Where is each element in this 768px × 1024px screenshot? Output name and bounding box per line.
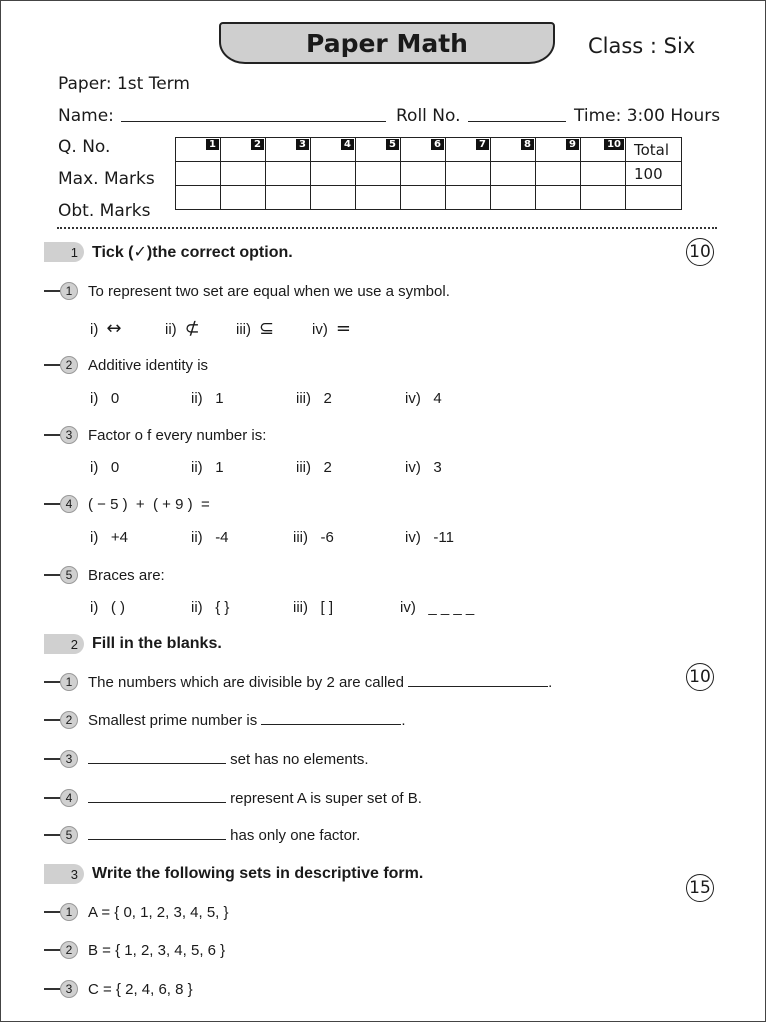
qno-row-label: Q. No.: [58, 137, 111, 157]
option-label: iii): [296, 390, 311, 407]
question: [44, 710, 406, 730]
option[interactable]: [296, 390, 332, 407]
option[interactable]: [293, 529, 334, 546]
marks-cell: [176, 138, 221, 162]
section-title: Write the following sets in descriptive form.: [92, 865, 424, 882]
option[interactable]: [90, 390, 119, 407]
option[interactable]: [296, 459, 332, 476]
option-value: _ _ _ _: [428, 599, 475, 616]
question-number-badge: 7: [476, 139, 489, 150]
paper-term: Paper: 1st Term: [58, 74, 190, 94]
question-text-after: .: [548, 673, 553, 691]
question: [44, 425, 266, 445]
question-number: 1: [60, 903, 78, 921]
section-number: 2: [44, 634, 84, 654]
question-number: 2: [60, 711, 78, 729]
option[interactable]: [405, 390, 442, 407]
marks-row-qno: [176, 138, 682, 162]
option-value: ⊄: [184, 318, 200, 339]
question-text: Braces are:: [88, 566, 165, 584]
option-value: 1: [215, 390, 224, 407]
option-label: iii): [293, 529, 308, 546]
section-title: Fill in the blanks.: [92, 635, 222, 652]
option-label: ii): [165, 321, 177, 338]
question-text: ( − 5 ) + ( + 9 ) =: [88, 495, 210, 513]
marks-cell: [491, 138, 536, 162]
question-number: 5: [60, 826, 78, 844]
option-value: 4: [433, 390, 442, 407]
marks-cell[interactable]: [401, 186, 446, 210]
marks-cell[interactable]: [176, 186, 221, 210]
question-number: 1: [60, 282, 78, 300]
option-value: 0: [110, 390, 120, 407]
question-dash: [44, 911, 60, 913]
question-number: 4: [60, 789, 78, 807]
question: [44, 672, 552, 692]
option-value: 3: [433, 459, 442, 476]
option-label: i): [90, 459, 99, 476]
option[interactable]: [191, 459, 224, 476]
option[interactable]: [191, 390, 224, 407]
option-label: iii): [293, 599, 308, 616]
question-text: A = { 0, 1, 2, 3, 4, 5, }: [88, 903, 229, 921]
answer-blank[interactable]: [261, 712, 401, 725]
option-label: i): [90, 390, 99, 407]
marks-cell[interactable]: [311, 186, 356, 210]
section-marks: 15: [686, 874, 714, 902]
question-dash: [44, 988, 60, 990]
question-text: C = { 2, 4, 6, 8 }: [88, 980, 193, 998]
question-dash: [44, 758, 60, 760]
question-number-badge: 2: [251, 139, 264, 150]
option-value: { }: [215, 599, 230, 616]
question-number-badge: 6: [431, 139, 444, 150]
question-text-before: Smallest prime number is: [88, 711, 258, 729]
marks-cell: [581, 138, 626, 162]
question-number: 2: [60, 941, 78, 959]
question-text-after: represent A is super set of B.: [230, 789, 422, 807]
total-max-cell: 100: [626, 162, 682, 186]
section-divider: [57, 227, 717, 229]
marks-cell: [356, 162, 401, 186]
marks-cell: [311, 138, 356, 162]
option[interactable]: [236, 318, 274, 339]
paper-title: [219, 22, 555, 64]
question-text-after: set has no elements.: [230, 750, 369, 768]
marks-cell[interactable]: [446, 186, 491, 210]
option-value: 1: [215, 459, 224, 476]
option-label: iv): [405, 529, 421, 546]
question-number-badge: 10: [604, 139, 624, 150]
answer-blank[interactable]: [88, 790, 226, 803]
section-heading: [44, 242, 293, 262]
marks-cell[interactable]: [221, 186, 266, 210]
name-label: Name:: [58, 106, 114, 126]
question-text: B = { 1, 2, 3, 4, 5, 6 }: [88, 941, 226, 959]
marks-cell: [356, 138, 401, 162]
question-text: Additive identity is: [88, 356, 209, 374]
option-label: ii): [191, 599, 203, 616]
marks-cell: [221, 138, 266, 162]
time-label: Time: 3:00 Hours: [574, 106, 721, 126]
option-label: iv): [405, 390, 421, 407]
option-value: [ ]: [320, 599, 334, 616]
answer-blank[interactable]: [88, 751, 226, 764]
option-label: iv): [405, 459, 421, 476]
option[interactable]: [165, 318, 200, 339]
question-text: Factor o f every number is:: [88, 426, 267, 444]
question: [44, 749, 369, 769]
option-label: i): [90, 529, 99, 546]
marks-cell: [446, 162, 491, 186]
marks-cell: [491, 162, 536, 186]
question: [44, 355, 208, 375]
question-dash: [44, 290, 60, 292]
question-number: 1: [60, 673, 78, 691]
marks-cell: [536, 162, 581, 186]
option-label: ii): [191, 529, 203, 546]
question: [44, 940, 225, 960]
answer-blank[interactable]: [88, 827, 226, 840]
question: [44, 825, 360, 845]
question-dash: [44, 681, 60, 683]
question-text-after: .: [401, 711, 406, 729]
question-number-badge: 9: [566, 139, 579, 150]
question-number-badge: 8: [521, 139, 534, 150]
question-dash: [44, 574, 60, 576]
question: [44, 281, 450, 301]
question-text: [88, 674, 552, 691]
option-label: iv): [400, 599, 416, 616]
marks-cell: [581, 162, 626, 186]
answer-blank[interactable]: [408, 674, 548, 687]
marks-cell: [221, 162, 266, 186]
option-label: i): [90, 599, 99, 616]
marks-cell: [401, 138, 446, 162]
section-marks: 10: [686, 238, 714, 266]
option-label: ii): [191, 390, 203, 407]
question-number-badge: 4: [341, 139, 354, 150]
option-label: i): [90, 321, 99, 338]
section-number: 1: [44, 242, 84, 262]
question-dash: [44, 834, 60, 836]
option[interactable]: [90, 459, 119, 476]
question-text: [88, 790, 422, 807]
section-marks: 10: [686, 663, 714, 691]
question: [44, 494, 210, 514]
option-value: 2: [323, 390, 332, 407]
question-number: 2: [60, 356, 78, 374]
option[interactable]: [191, 529, 229, 546]
option[interactable]: [90, 599, 125, 616]
question-dash: [44, 503, 60, 505]
roll-label: Roll No.: [396, 106, 461, 126]
option[interactable]: [400, 599, 474, 616]
marks-cell: [176, 162, 221, 186]
question-number-badge: 5: [386, 139, 399, 150]
question-number: 3: [60, 750, 78, 768]
question: [44, 788, 422, 808]
option-label: iii): [236, 321, 251, 338]
question-dash: [44, 364, 60, 366]
question-number: 3: [60, 980, 78, 998]
roll-field[interactable]: [468, 121, 566, 122]
option-value: 2: [323, 459, 332, 476]
question-number: 3: [60, 426, 78, 444]
name-field[interactable]: [121, 121, 386, 122]
option-value: =: [335, 318, 351, 339]
section-heading: [44, 634, 222, 654]
option-value: -6: [320, 529, 334, 546]
marks-cell[interactable]: [356, 186, 401, 210]
option-value: 0: [110, 459, 120, 476]
marks-cell: [311, 162, 356, 186]
option-value: +4: [110, 529, 128, 546]
question-dash: [44, 434, 60, 436]
option[interactable]: [405, 459, 442, 476]
section-number: 3: [44, 864, 84, 884]
question-text-before: The numbers which are divisible by 2 are called: [88, 673, 404, 691]
question-dash: [44, 719, 60, 721]
option[interactable]: [293, 599, 333, 616]
marks-cell[interactable]: [491, 186, 536, 210]
marks-cell: [536, 138, 581, 162]
question-text-after: has only one factor.: [230, 826, 361, 844]
option[interactable]: [191, 599, 229, 616]
marks-cell: [446, 138, 491, 162]
obt-marks-row-label: Obt. Marks: [58, 201, 151, 221]
total-header-cell: Total: [626, 138, 682, 162]
question-text: [88, 751, 369, 768]
option-label: iv): [312, 321, 328, 338]
max-marks-row-label: Max. Marks: [58, 169, 155, 189]
option[interactable]: [405, 529, 454, 546]
marks-row-max: [176, 162, 682, 186]
option-value: ( ): [110, 599, 126, 616]
section-title: Tick (✓)the correct option.: [92, 244, 293, 261]
marks-cell[interactable]: [581, 186, 626, 210]
option-value: ⊆: [259, 318, 275, 339]
total-obtained-cell[interactable]: [626, 186, 682, 210]
question-number-badge: 1: [206, 139, 219, 150]
question-number: 5: [60, 566, 78, 584]
marks-cell: [266, 162, 311, 186]
question: [44, 902, 229, 922]
marks-cell[interactable]: [266, 186, 311, 210]
option[interactable]: [90, 318, 121, 339]
question-dash: [44, 797, 60, 799]
question-text: [88, 712, 406, 729]
question-number-badge: 3: [296, 139, 309, 150]
class-label: Class : Six: [588, 34, 696, 58]
section-heading: [44, 864, 423, 884]
marks-cell: [401, 162, 446, 186]
marks-cell: [266, 138, 311, 162]
marks-table: [175, 137, 682, 210]
option[interactable]: [312, 318, 351, 339]
marks-cell[interactable]: [536, 186, 581, 210]
option-value: ↔: [106, 318, 122, 339]
option[interactable]: [90, 529, 128, 546]
option-value: -4: [215, 529, 229, 546]
question-text: To represent two set are equal when we use a symbol.: [88, 282, 450, 300]
question: [44, 565, 165, 585]
question-text: [88, 827, 360, 844]
question-dash: [44, 949, 60, 951]
option-value: -11: [433, 529, 454, 546]
paper-title-text: Paper Math: [306, 28, 468, 58]
option-label: ii): [191, 459, 203, 476]
question: [44, 979, 193, 999]
question-number: 4: [60, 495, 78, 513]
marks-row-obtained: [176, 186, 682, 210]
option-label: iii): [296, 459, 311, 476]
